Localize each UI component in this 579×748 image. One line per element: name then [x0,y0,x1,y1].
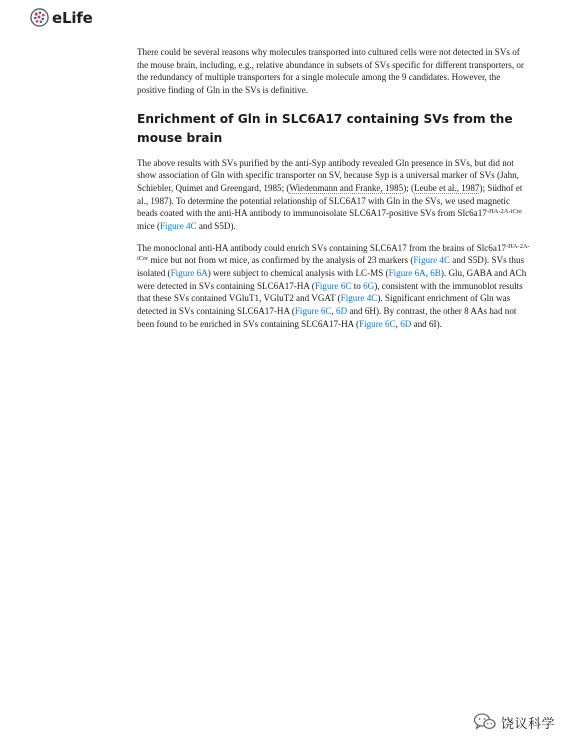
wechat-watermark [473,712,555,732]
figure-link[interactable]: Figure 6A [170,267,208,278]
figure-link[interactable]: Figure 6A [388,267,426,278]
paragraph-2: The monoclonal anti-HA antibody could enrich SVs containing SLC6A17 from the brains of $Slc6a17^{-HA-2A-iCre}$ mice but not from wt mice, as confirmed by the analysis of 23 markers (Figure 4C and S5D). SVs thus isolated (Figure 6A) were subject to chemical analysis with LC-MS (Figure 6A, 6B). Glu, GABA and ACh were detected in SVs containing SLC6A17-HA (Figure 6C to 6G), consistent with the immunoblot results that these SVs contained VGluT1, VGluT2 and VGAT (Figure 4C). Significant enrichment of Gln was detected in SVs containing SLC6A17-HA (Figure 6C, 6D and 6H). By contrast, the other 8 AAs had not been found to be enriched in SVs containing SLC6A17-HA (Figure 6C, 6D and 6I). [137,242,530,329]
citation-link[interactable]: Leube et al., 1987 [414,182,480,193]
figure-link[interactable]: 6D [336,305,348,316]
article-body [137,46,531,339]
paragraph-1: The above results with SVs purified by the anti-Syp antibody revealed Gln presence in SVs, but did not show association of Gln with specific transporter on SV, because Syp is a universal marker of SVs (Jahn, Schiebler, Quimet and Greengard, 1985; (Wiedenmann and Franke, 1985); (Leube et al., 1987); Südhof et al., 1987). To determine the potential relationship of SLC6A17 with Gln in the SVs, we used magnetic beads coated with the anti-HA antibody to immunoisolate SLC6A17-positive SVs from $Slc6a17^{-HA-2A-iCre}$ mice (Figure 4C and S5D). [137,157,523,231]
citation-link[interactable]: Wiedenmann and Franke, 1985 [289,182,404,193]
elife-logo-icon [30,8,49,27]
figure-link[interactable]: 6G [363,280,375,291]
elife-logo-text: eLife [52,8,93,27]
section-heading: Enrichment of Gln in SLC6A17 containing SVs from the mouse brain [137,111,513,145]
wechat-icon [473,712,497,732]
figure-link[interactable]: Figure 4C [340,293,378,304]
watermark-text: 饶议科学 [501,716,556,732]
figure-link[interactable]: Figure 4C [159,220,197,231]
intro-paragraph: There could be several reasons why molecules transported into cultured cells were not detected in SVs of the mouse brain, including, e.g., relative abundance in subsets of SVs specific for different transporters, or the redundancy of multiple transporters for a single molecule among the 9 candidates. However, the positive finding of Gln in the SVs is definitive. [137,47,524,95]
figure-link[interactable]: 6B [430,267,441,278]
figure-link[interactable]: Figure 6C [314,280,352,291]
figure-link[interactable]: Figure 4C [413,255,451,266]
figure-link[interactable]: Figure 6C [294,305,332,316]
figure-link[interactable]: 6D [400,318,412,329]
elife-logo[interactable] [30,8,93,27]
figure-link[interactable]: Figure 6C [359,318,396,329]
